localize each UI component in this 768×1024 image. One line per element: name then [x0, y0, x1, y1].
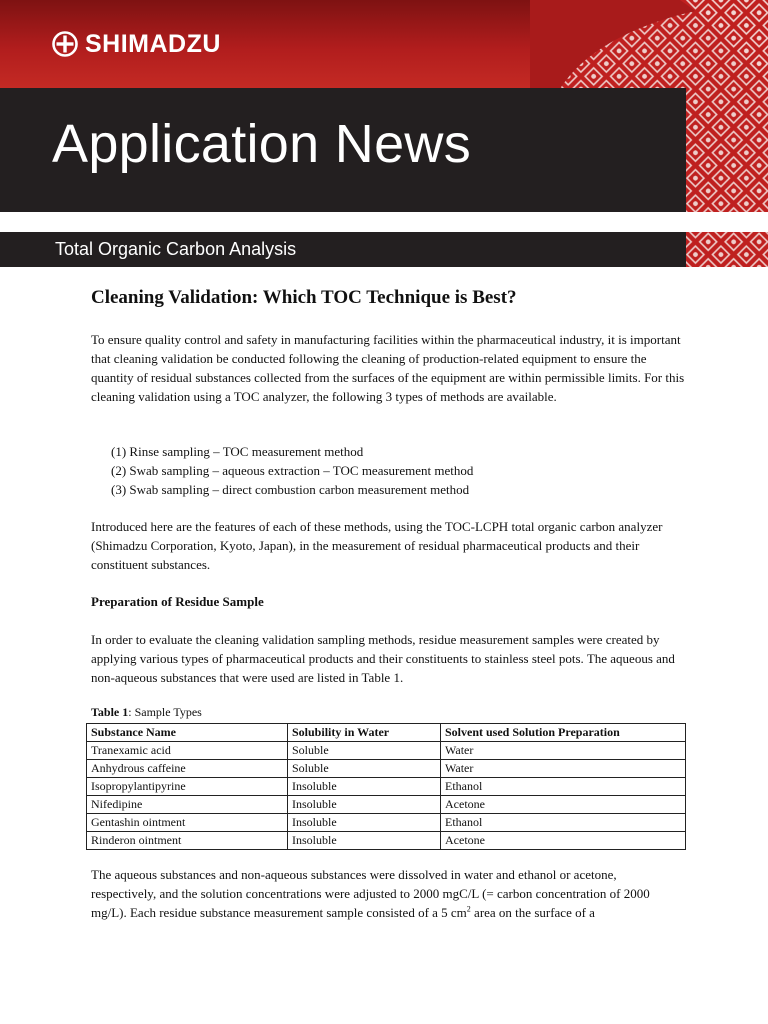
table-cell: Water	[441, 742, 686, 760]
table-cell: Anhydrous caffeine	[87, 760, 288, 778]
sample-types-table	[86, 723, 686, 850]
table-cell: Insoluble	[288, 814, 441, 832]
list-item: (3) Swab sampling – direct combustion carbon measurement method	[111, 482, 470, 497]
table-row	[87, 814, 686, 832]
methods-list	[111, 442, 705, 499]
table-caption	[91, 704, 685, 720]
preparation-paragraph: In order to evaluate the cleaning validation sampling methods, residue measurement samples were created by applying various types of pharmaceutical products and their constituents to stainless steel pots. The aqueous and non-aqueous substances that were used are listed in Table 1.	[91, 632, 675, 685]
logo-wordmark: SHIMADZU	[85, 30, 221, 58]
table-cell: Insoluble	[288, 778, 441, 796]
table-cell: Gentashin ointment	[87, 814, 288, 832]
article-title: Cleaning Validation: Which TOC Technique is Best?	[91, 287, 517, 308]
closing-text-end: area on the surface of a	[470, 905, 595, 920]
shimadzu-logo-icon	[52, 31, 78, 57]
table-cell: Ethanol	[441, 814, 686, 832]
table-cell: Water	[441, 760, 686, 778]
table-row	[87, 778, 686, 796]
table-row	[87, 832, 686, 850]
category-title: Total Organic Carbon Analysis	[55, 239, 297, 259]
table-cell: Isopropylantipyrine	[87, 778, 288, 796]
table-cell: Acetone	[441, 796, 686, 814]
list-item: (1) Rinse sampling – TOC measurement method	[111, 444, 364, 459]
table-row	[87, 742, 686, 760]
closing-paragraph	[91, 865, 685, 922]
table-cell: Soluble	[288, 760, 441, 778]
table-cell: Ethanol	[441, 778, 686, 796]
table-cell: Soluble	[288, 742, 441, 760]
column-header-solvent: Solvent used Solution Preparation	[441, 724, 686, 742]
table-cell: Insoluble	[288, 832, 441, 850]
table-cell: Acetone	[441, 832, 686, 850]
column-header-substance: Substance Name	[87, 724, 288, 742]
table-row	[87, 760, 686, 778]
table-caption-label: Table 1	[91, 705, 129, 719]
intro-paragraph: To ensure quality control and safety in manufacturing facilities within the pharmaceutical industry, it is important that cleaning validation be conducted following the cleaning of production-related equipment to ensure the quantity of residual substances collected from the surfaces of the equipment are within permissible limits. For this cleaning validation using a TOC analyzer, the following 3 types of methods are available.	[91, 332, 685, 404]
column-header-solubility: Solubility in Water	[288, 724, 441, 742]
features-paragraph: Introduced here are the features of each of these methods, using the TOC-LCPH total organic carbon analyzer (Shimadzu Corporation, Kyoto, Japan), in the measurement of residual pharmaceutical products and their constituent substances.	[91, 519, 663, 572]
closing-text: The aqueous substances and non-aqueous substances were dissolved in water and ethanol or acetone, respectively, and the solution concentrations were adjusted to 2000 mgC/L (= carbon concentration of 2000 mg/L). Each residue substance measurement sample consisted of a 5 cm	[91, 867, 650, 920]
list-item: (2) Swab sampling – aqueous extraction – TOC measurement method	[111, 463, 474, 478]
publication-title: Application News	[52, 114, 472, 174]
table-cell: Tranexamic acid	[87, 742, 288, 760]
table-cell: Insoluble	[288, 796, 441, 814]
decorative-lattice-pattern	[530, 0, 768, 267]
table-cell: Nifedipine	[87, 796, 288, 814]
shimadzu-logo	[52, 30, 221, 58]
table-row	[87, 796, 686, 814]
table-cell: Rinderon ointment	[87, 832, 288, 850]
table-caption-text: : Sample Types	[128, 705, 202, 719]
superscript-2: 2	[466, 904, 471, 914]
table-header-row	[87, 724, 686, 742]
section-heading: Preparation of Residue Sample	[91, 594, 264, 609]
